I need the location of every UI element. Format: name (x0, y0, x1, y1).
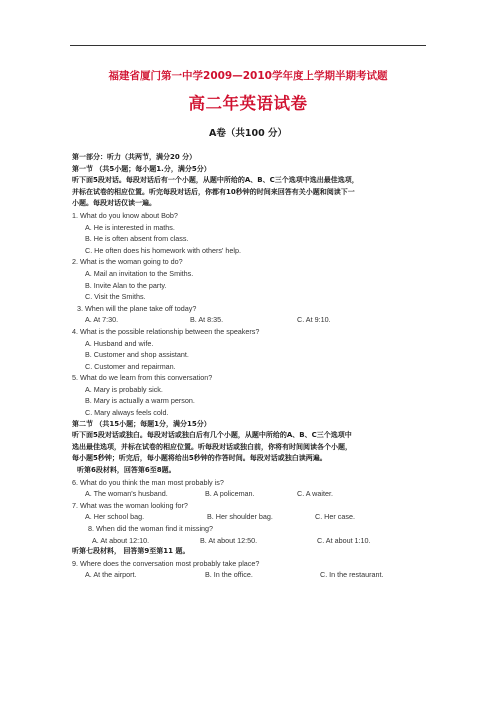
option: B. He is often absent from class. (85, 234, 189, 244)
header-rule (70, 45, 426, 46)
instruction-line: 并标在试卷的相应位置。听完每段对话后，你都有10秒钟的时间来回答有关小题和阅读下一 (72, 187, 355, 196)
option: B. A policeman. (205, 489, 255, 499)
options-row (72, 535, 427, 547)
option: C. At about 1:10. (317, 535, 371, 545)
question-8: 8. When did the woman find it missing? (88, 524, 214, 533)
question-4: 4. What is the possible relationship between the speakers? (72, 326, 260, 336)
option: A. The woman's husband. (85, 489, 168, 499)
option: A. At about 12:10. (92, 535, 150, 545)
option: A. Her school bag. (85, 512, 145, 522)
question-6: 6. What do you think the man most probably is? (72, 477, 224, 487)
option: C. He often does his homework with others' help. (85, 245, 241, 255)
options-row (72, 488, 427, 500)
exam-content (72, 152, 427, 581)
question-3: 3. When will the plane take off today? (77, 303, 197, 313)
listen-material-7: 听第七段材料， 回答第9至第11 题。 (72, 547, 190, 556)
question-7: 7. What was the woman looking for? (72, 500, 188, 510)
instruction-line: 小题。每段对话仅读一遍。 (72, 199, 156, 208)
option: A. At the airport. (85, 570, 137, 580)
instruction-line: 每小题5秒钟；听完后，每小题将给出5秒钟的作答时间。每段对话或独白读两遍。 (72, 454, 327, 463)
instruction-line: 听下面5段对话或独白。每段对话或独白后有几个小题，从题中所给的A、B、C三个选项中 (72, 431, 352, 440)
option: A. He is interested in maths. (85, 222, 175, 232)
instruction-line: 选出最佳选项，并标在试卷的相应位置。听每段对话或独白前，你将有时间阅读各个小题， (72, 442, 352, 451)
option: C. Customer and repairman. (85, 361, 176, 371)
option: B. At about 12:50. (200, 535, 258, 545)
option: B. Invite Alan to the party. (85, 280, 167, 290)
question-5: 5. What do we learn from this conversation? (72, 373, 213, 383)
option: A. Husband and wife. (85, 338, 154, 348)
option: B. In the office. (205, 570, 253, 580)
option: C. At 9:10. (297, 315, 331, 325)
section1-heading: 第一节 （共5小题；每小题1.分，满分5分） (72, 164, 211, 173)
instruction-line: 听下面5段对话。每段对话后有一个小题，从题中所给的A、B、C三个选项中选出最佳选项， (72, 176, 359, 185)
option: A. Mary is probably sick. (85, 384, 163, 394)
question-9: 9. Where does the conversation most probably take place? (72, 558, 260, 568)
option: B. Customer and shop assistant. (85, 350, 189, 360)
listen-material-6: 听第6段材料，回答第6至8题。 (77, 466, 176, 475)
option: C. In the restaurant. (320, 570, 384, 580)
section2-heading: 第二节 （共15小题；每题1分，满分15分） (72, 419, 211, 428)
option: C. Visit the Smiths. (85, 292, 146, 302)
option: C. Her case. (315, 512, 355, 522)
question-2: 2. What is the woman going to do? (72, 257, 183, 267)
options-row (72, 314, 427, 326)
exam-subtitle: 高二年英语试卷 (188, 94, 308, 113)
options-row (72, 569, 427, 581)
option: B. At 8:35. (190, 315, 224, 325)
option: C. A waiter. (297, 489, 333, 499)
part1-heading: 第一部分：听力（共两节，满分20 分） (72, 153, 197, 161)
exam-title: 福建省厦门第一中学2009—2010学年度上学期半期考试题 (108, 70, 388, 82)
option: A. At 7:30. (85, 315, 119, 325)
question-1: 1. What do you know about Bob? (72, 210, 178, 220)
option: C. Mary always feels cold. (85, 408, 169, 418)
options-row (72, 511, 427, 523)
option: A. Mail an invitation to the Smiths. (85, 268, 194, 278)
option: B. Mary is actually a warm person. (85, 396, 195, 406)
volume-label: A卷（共100 分） (209, 128, 287, 139)
option: B. Her shoulder bag. (207, 512, 273, 522)
